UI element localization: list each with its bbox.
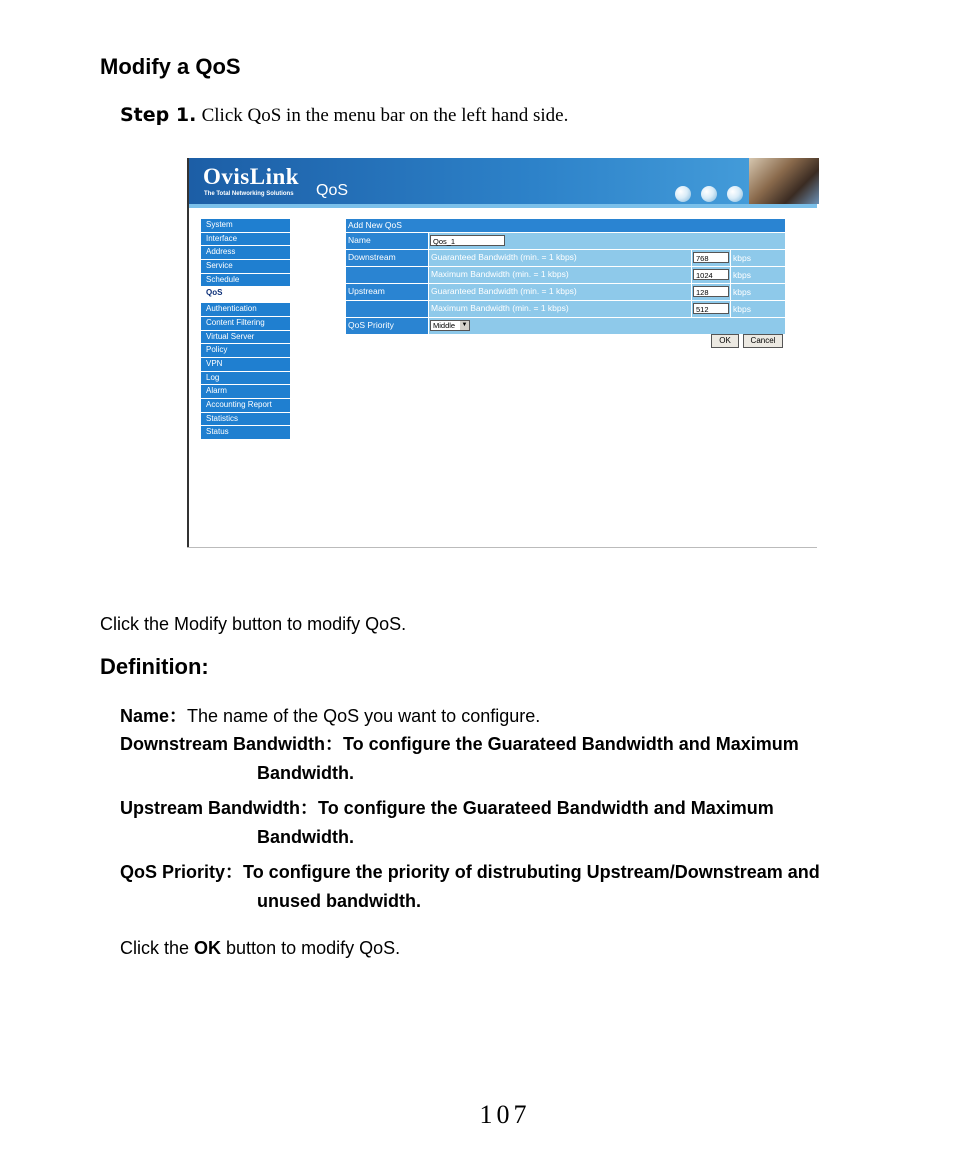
downstream-guaranteed-input[interactable]: 768 <box>693 252 729 263</box>
unit-label: kbps <box>731 250 785 266</box>
page-number: 107 <box>479 1100 531 1129</box>
definition-desc: To configure the Guarateed Bandwidth and Maximum <box>343 734 799 754</box>
ok-button[interactable]: OK <box>711 334 739 348</box>
sidebar-item-virtual-server[interactable]: Virtual Server <box>201 331 290 344</box>
ok-note-bold: OK <box>194 938 222 958</box>
priority-select[interactable] <box>430 320 470 331</box>
qos-form <box>346 219 785 335</box>
definition-desc: To configure the priority of distrubuting Upstream/Downstream and <box>243 862 820 882</box>
sidebar-item-content-filtering[interactable]: Content Filtering <box>201 317 290 330</box>
upstream-maximum-input[interactable]: 512 <box>693 303 729 314</box>
definition-name <box>120 702 540 728</box>
sidebar-item-accounting-report[interactable]: Accounting Report <box>201 399 290 412</box>
sidebar-item-status[interactable]: Status <box>201 426 290 439</box>
name-input[interactable]: Qos_1 <box>430 235 505 246</box>
modify-note: Click the Modify button to modify QoS. <box>100 614 407 634</box>
step-label: Step 1. <box>120 104 197 126</box>
banner-divider <box>189 204 817 208</box>
header-photo <box>749 158 819 204</box>
form-header: Add New QoS <box>346 219 785 232</box>
sidebar-item-address[interactable]: Address <box>201 246 290 259</box>
definition-continuation: unused bandwidth. <box>257 891 421 911</box>
unit-label: kbps <box>731 301 785 317</box>
unit-label: kbps <box>731 284 785 300</box>
screenshot-left-border <box>187 158 189 548</box>
step-text: Click QoS in the menu bar on the left hand side. <box>201 105 569 126</box>
ok-note <box>120 938 400 959</box>
sidebar-item-service[interactable]: Service <box>201 260 290 273</box>
sidebar-item-system[interactable]: System <box>201 219 290 232</box>
upstream-guaranteed-input[interactable]: 128 <box>693 286 729 297</box>
definition-heading: Definition: <box>100 654 209 679</box>
section-heading: Modify a QoS <box>100 54 241 79</box>
definition-continuation: Bandwidth. <box>257 763 354 783</box>
definition-term: QoS Priority： <box>120 862 244 882</box>
sidebar-menu <box>201 219 290 440</box>
upstream-maximum-row <box>346 301 785 317</box>
globe-icon <box>701 186 717 202</box>
maximum-label: Maximum Bandwidth (min. = 1 kbps) <box>429 267 691 283</box>
ok-note-prefix: Click the <box>120 938 195 958</box>
definition-upstream <box>120 794 774 820</box>
sidebar-item-schedule[interactable]: Schedule <box>201 274 290 287</box>
sidebar-item-authentication[interactable]: Authentication <box>201 303 290 316</box>
definition-desc: The name of the QoS you want to configure. <box>187 706 541 726</box>
guaranteed-label: Guaranteed Bandwidth (min. = 1 kbps) <box>429 284 691 300</box>
downstream-guaranteed-row <box>346 250 785 266</box>
definition-qos-priority <box>120 858 820 884</box>
sidebar-item-policy[interactable]: Policy <box>201 344 290 357</box>
header-banner <box>189 158 817 204</box>
definition-term: Downstream Bandwidth： <box>120 734 344 754</box>
definition-continuation: Bandwidth. <box>257 827 354 847</box>
definition-desc: To configure the Guarateed Bandwidth and Maximum <box>318 798 774 818</box>
sidebar-item-qos[interactable]: QoS <box>201 287 290 300</box>
sidebar-item-alarm[interactable]: Alarm <box>201 385 290 398</box>
guaranteed-label: Guaranteed Bandwidth (min. = 1 kbps) <box>429 250 691 266</box>
definition-downstream <box>120 730 799 756</box>
brand-logo: OvisLink <box>203 164 300 189</box>
upstream-label: Upstream <box>346 284 428 300</box>
maximum-label: Maximum Bandwidth (min. = 1 kbps) <box>429 301 691 317</box>
chevron-down-icon: ▼ <box>461 322 468 328</box>
sidebar-item-vpn[interactable]: VPN <box>201 358 290 371</box>
name-row <box>346 233 785 249</box>
priority-value: Middle <box>433 321 456 330</box>
cancel-button[interactable]: Cancel <box>743 334 783 348</box>
unit-label: kbps <box>731 267 785 283</box>
upstream-guaranteed-row <box>346 284 785 300</box>
step-instruction <box>120 104 568 127</box>
screenshot-bottom-border <box>187 547 817 548</box>
downstream-maximum-row <box>346 267 785 283</box>
priority-label: QoS Priority <box>346 318 428 334</box>
globe-icon <box>727 186 743 202</box>
ok-note-suffix: button to modify QoS. <box>221 938 401 958</box>
definition-term: Name： <box>120 706 188 726</box>
priority-row <box>346 318 785 334</box>
sidebar-item-statistics[interactable]: Statistics <box>201 413 290 426</box>
definition-term: Upstream Bandwidth： <box>120 798 319 818</box>
sidebar-item-log[interactable]: Log <box>201 372 290 385</box>
name-label: Name <box>346 233 428 249</box>
sidebar-item-interface[interactable]: Interface <box>201 233 290 246</box>
page-title: QoS <box>316 182 349 199</box>
brand-tagline: The Total Networking Solutions <box>204 191 294 197</box>
downstream-label: Downstream <box>346 250 428 266</box>
qos-screenshot <box>187 158 817 548</box>
globe-icon <box>675 186 691 202</box>
downstream-maximum-input[interactable]: 1024 <box>693 269 729 280</box>
